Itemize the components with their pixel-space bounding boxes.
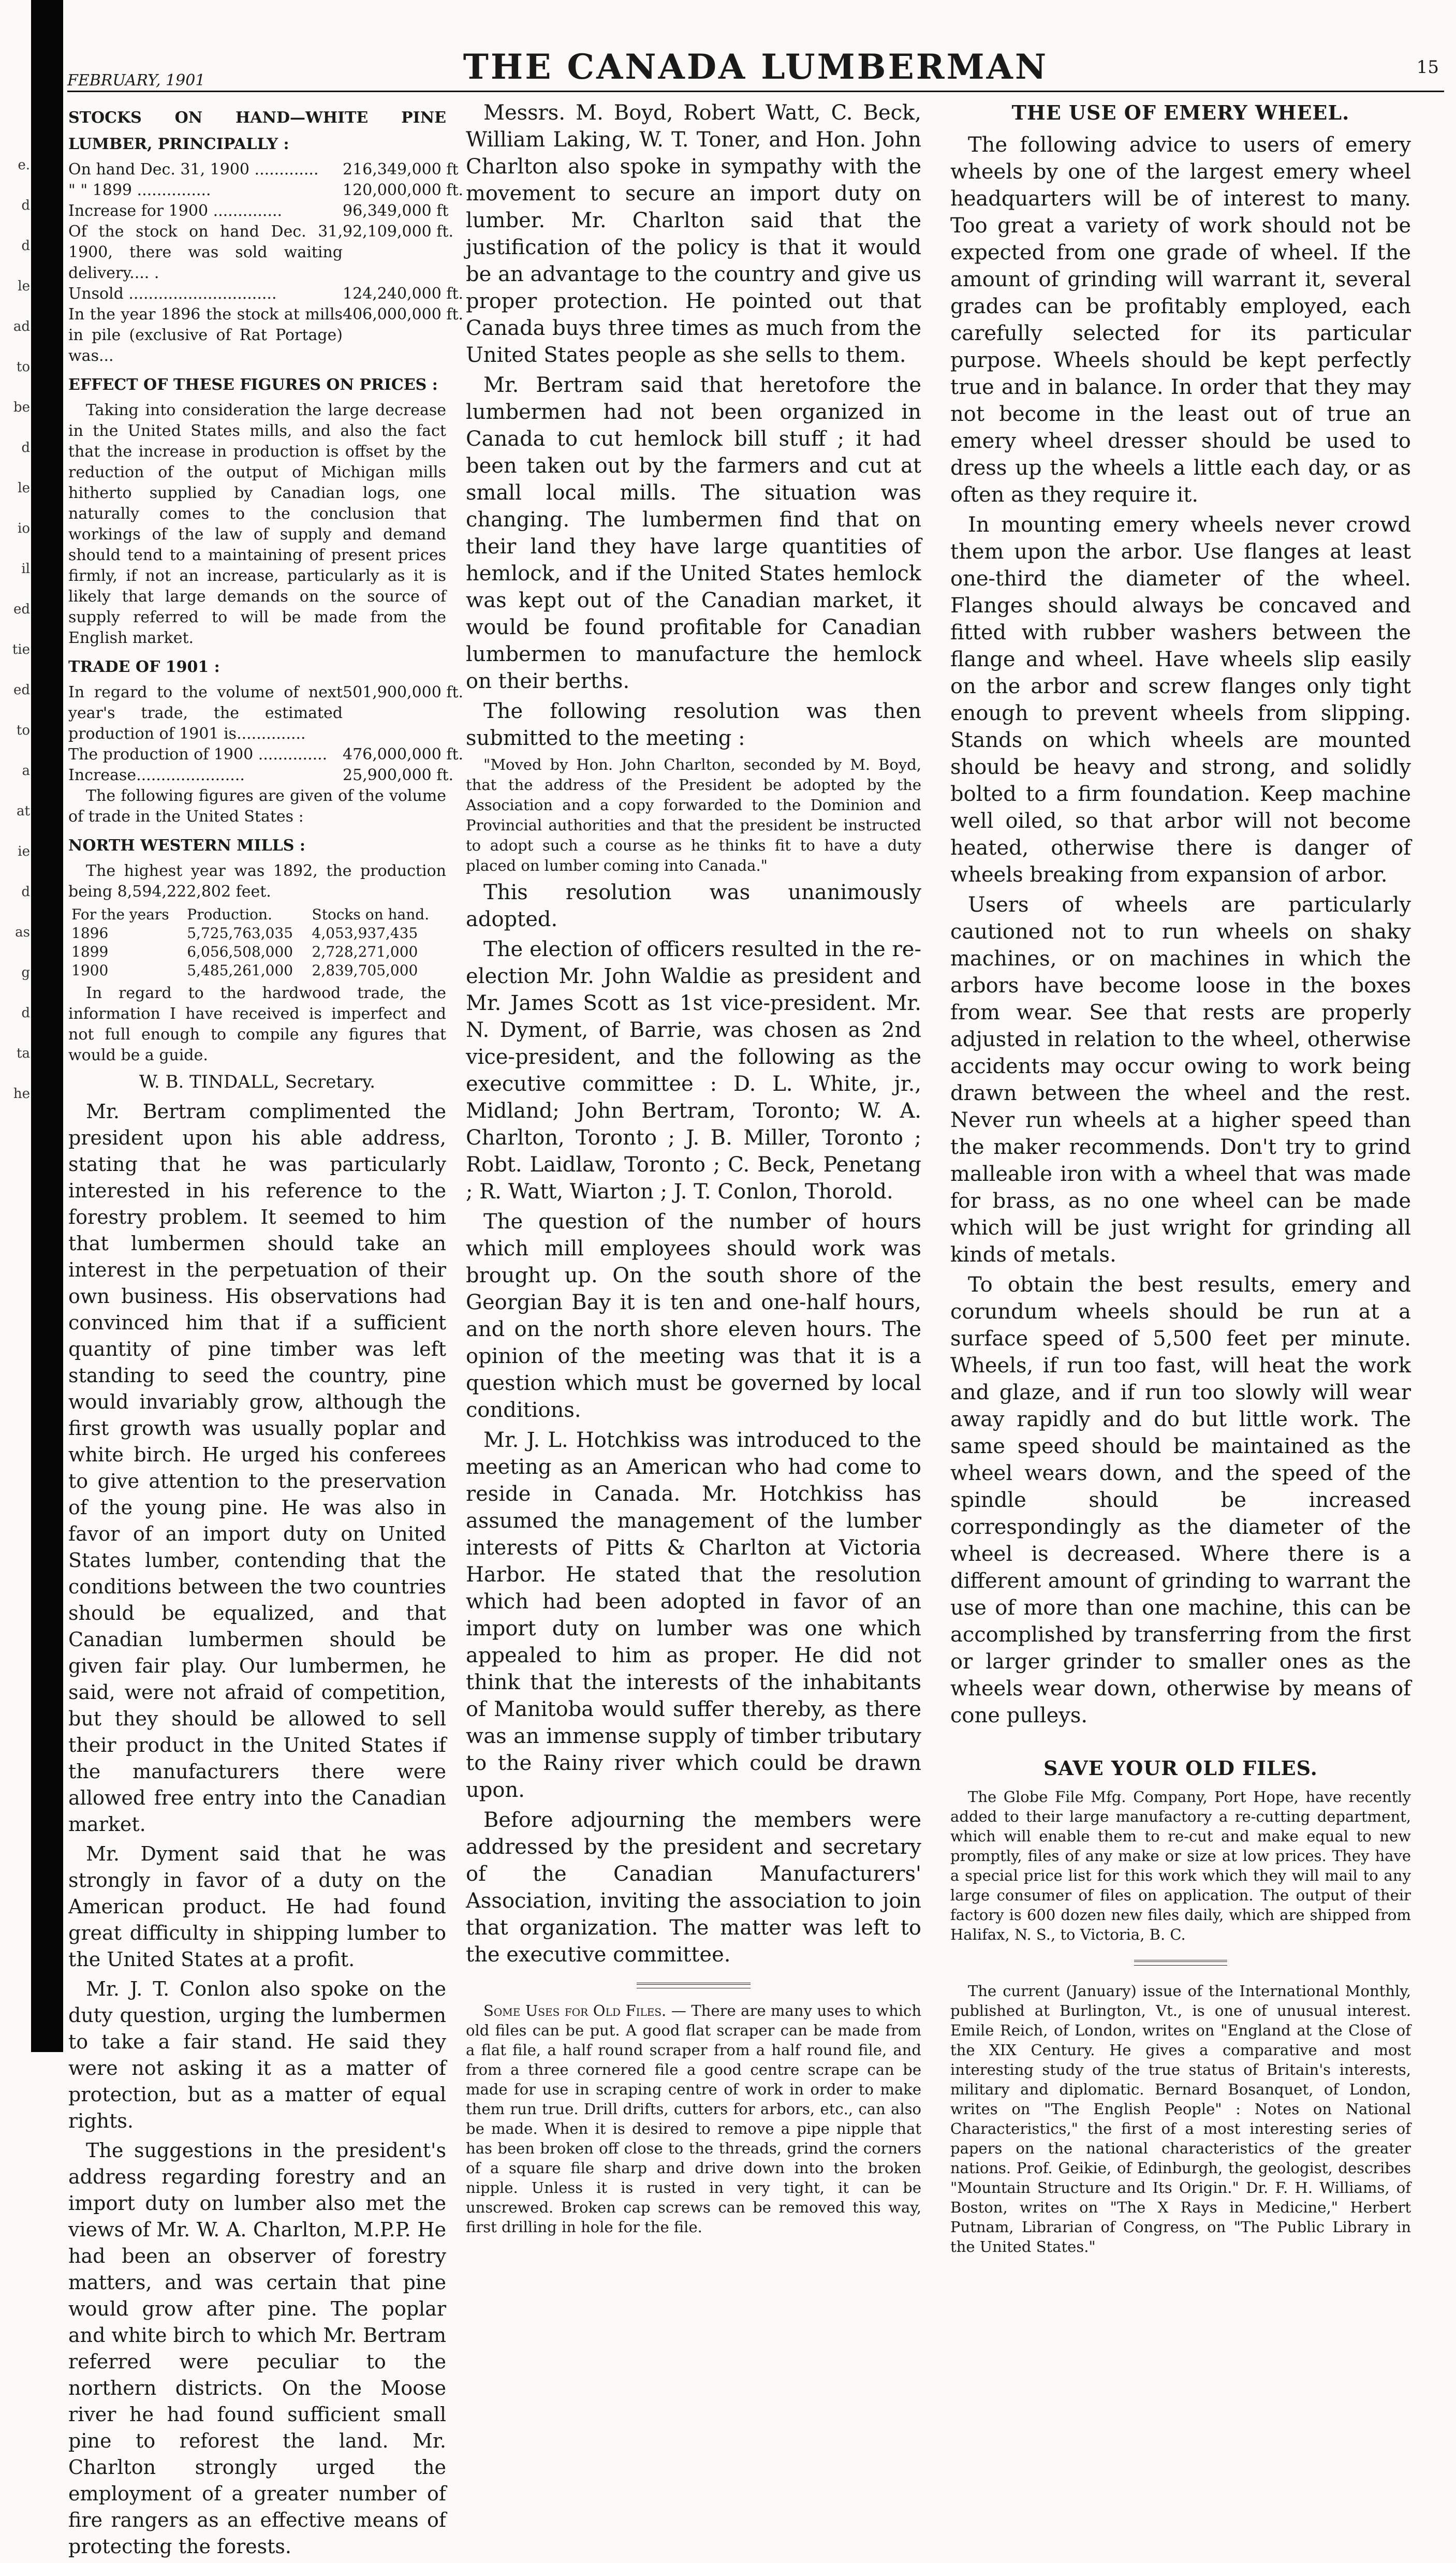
table-row: [68, 961, 446, 980]
gutter-fragment: ie: [18, 844, 30, 859]
stocks-stats: [68, 159, 464, 367]
paragraph: The election of officers resulted in the re-election Mr. John Waldie as president and Mr. James Scott as 1st vice-president. Mr. N. Dyment, of Barrie, was chosen as 2nd vice-president, and the following as the executive committee : D. L. White, jr., Midland; John Bertram, Toronto; W. A. Charlton, Toronto ; J. B. Miller, Toronto ; Robt. Laidlaw, Toronto ; C. Beck, Penetang ; R. Watt, Wiarton ; J. T. Conlon, Thorold.: [466, 938, 921, 1204]
stat-label: Unsold ..............................: [68, 285, 277, 303]
stat-label: On hand Dec. 31, 1900 .............: [68, 160, 319, 179]
stat-label: In the year 1896 the stock at mills in pile (exclusive of Rat Portage) was...: [68, 305, 343, 365]
gutter-fragment: to: [16, 359, 30, 375]
stat-value: 25,900,000 ft.: [343, 766, 453, 784]
table-cell: 4,053,937,435: [312, 925, 418, 942]
column-3: [950, 99, 1411, 2260]
globe-file-brief: The Globe File Mfg. Company, Port Hope, have recently added to their large manufactory a re-cutting department, which will enable them to re-cut and make equal to new promptly, files of any make or size at low prices. They have a special price list for this work which they will mail to any large consumer of files on application. The output of their factory is 600 dozen new files daily, which are shipped from Halifax, N. S., to Victoria, B. C.: [950, 1788, 1411, 1943]
table-cell: 1896: [71, 925, 109, 942]
section-title-trade: TRADE OF 1901 :: [68, 658, 220, 676]
meeting-paragraphs: [466, 99, 921, 752]
table-cell: 1900: [71, 962, 109, 979]
gutter-fragment: d: [21, 198, 30, 213]
table-header: Production.: [187, 906, 272, 923]
old-files-brief-title: Some Uses for Old Files.: [483, 2002, 667, 2019]
stat-row: [68, 222, 453, 284]
gutter-fragment: as: [15, 925, 30, 940]
table-row: [68, 924, 446, 943]
column-1: [68, 99, 464, 2563]
paragraph: Mr. Bertram complimented the president upon his able address, stating that he was particularly interested in his reference to the forestry problem. It seemed to him that lumbermen should take an interest in the perpetuation of their own business. His observations had convinced him that if a sufficient quantity of pine timber was left standing to seed the country, pine would invariably grow, although the first growth was usually poplar and white birch. He urged his conferees to give attention to the preservation of the young pine. He was also in favor of an import duty on United States lumber, contending that the conditions between the two countries should be equalized, and that Canadian lumbermen should be given fair play. Our lumbermen, he said, were not afraid of competition, but they should be allowed to sell their product in the United States if the manufacturers there were allowed free entry into the Canadian market.: [68, 1100, 446, 1836]
paragraph: Mr. J. T. Conlon also spoke on the duty question, urging the lumbermen to take a fair stand. He said they were not asking it as a matter of protection, but as a matter of equal rights.: [68, 1978, 446, 2132]
paragraph: Mr. J. L. Hotchkiss was introduced to the meeting as an American who had come to reside in Canada. Mr. Hotchkiss has assumed the management of the lumber interests of Pitts & Charlton at Victoria Harbor. He stated that the resolution which had been adopted in favor of an import duty on lumber was one which appealed to him as proper. He did not think that the interests of the inhabitants of Manitoba would suffer thereby, as there was an immense supply of timber tributary to the Rainy river which could be drawn upon.: [466, 1428, 921, 1802]
stat-label: " " 1899 ...............: [68, 181, 211, 199]
gutter-fragment: he: [13, 1086, 30, 1102]
stat-value: 501,900,000 ft.: [343, 683, 464, 701]
table-cell: 5,725,763,035: [187, 925, 293, 942]
stat-value: 96,349,000 ft: [343, 202, 449, 220]
paragraph: The suggestions in the president's address regarding forestry and an import duty on lumber also met the views of Mr. W. A. Charlton, M.P.P. He had been an observer of forestry matters, and was certain that pine would grow after pine. The poplar and white birch to which Mr. Bertram referred were peculiar to the northern districts. On the Moose river he had found sufficient small pine to reforest the land. Mr. Charlton strongly urged the employment of a greater number of fire rangers as an effective means of protecting the forests.: [68, 2139, 446, 2558]
resolution-quote: "Moved by Hon. John Charlton, seconded by M. Boyd, that the address of the President be adopted by the Association and a copy forwarded to the Dominion and Provincial authorities and that the president be instructed to adopt such a course as he thinks fit to have a duty placed on lumber coming into Canada.": [466, 756, 921, 874]
table-cell: 5,485,261,000: [187, 962, 293, 979]
stat-row: [68, 682, 464, 744]
trade-stats: [68, 682, 464, 786]
stat-value: 476,000,000 ft.: [343, 745, 464, 764]
gutter-fragment: to: [16, 723, 30, 738]
gutter-fragment: ta: [17, 1046, 30, 1061]
section-divider: [637, 1983, 751, 1988]
old-files-brief: [466, 2001, 921, 2237]
gutter-fragment: d: [21, 440, 30, 456]
table-row: [68, 943, 446, 961]
meeting-paragraphs-continued: [466, 879, 921, 1968]
gutter-fragment: le: [18, 279, 30, 294]
masthead-title: THE CANADA LUMBERMAN: [463, 47, 1049, 87]
stat-label: Increase for 1900 ..............: [68, 202, 283, 220]
gutter-fragment: be: [13, 400, 30, 415]
table-header: For the years: [71, 906, 169, 923]
stat-value: 124,240,000 ft.: [343, 285, 464, 303]
page-number: 15: [1416, 57, 1439, 78]
issue-date: FEBRUARY, 1901: [67, 71, 205, 90]
gutter-fragment: a: [22, 763, 30, 779]
stat-row: [68, 159, 459, 180]
stat-value: 406,000,000 ft.: [343, 305, 464, 324]
paragraph: The following resolution was then submitted to the meeting :: [466, 699, 921, 750]
section-title-mills: NORTH WESTERN MILLS :: [68, 837, 305, 855]
header-rule: [67, 91, 1444, 92]
paragraph: The following advice to users of emery wheels by one of the largest emery wheel headquarters will be of interest to many. Too great a variety of work should not be expected from one grade of wheel. If the amount of grinding will warrant it, several grades can be profitably employed, each carefully selected for its particular purpose. Wheels should be kept perfectly true and in balance. In order that they may not become in the least out of true an emery wheel dresser should be used to dress up the wheels a little each day, or as often as they require it.: [950, 133, 1411, 507]
production-table: [68, 905, 446, 980]
paragraph: The question of the number of hours which mill employees should work was brought up. On the south shore of the Georgian Bay it is ten and one-half hours, and on the north shore eleven hours. The opinion of the meeting was that it is a question which must be governed by local conditions.: [466, 1210, 921, 1422]
paragraph: Mr. Bertram said that heretofore the lumbermen had not been organized in Canada to cut hemlock bill stuff ; it had been taken out by the farmers and cut at small local mills. The situation was changing. The lumbermen find that on their land they have large quantities of hemlock, and if the United States hemlock was kept out of the Canadian market, it would be found profitable for Canadian lumbermen to manufacture the hemlock on their berths.: [466, 373, 921, 693]
stat-value: 92,109,000 ft.: [343, 223, 453, 241]
column-2: [466, 99, 921, 2240]
paragraph: Users of wheels are particularly cautioned not to run wheels on shaky machines, or on machines in which the arbors have become loose in the boxes from wear. See that rests are properly adjusted in relation to the wheel, otherwise accidents may occur owing to work being drawn between the wheel and the rest. Never run wheels at a higher speed than the maker recommends. Don't try to grind malleable iron with a wheel that was made for brass, as no one wheel can be made which will be just wright for grinding all kinds of metals.: [950, 893, 1411, 1267]
emery-wheel-paragraphs: [950, 131, 1411, 1729]
gutter-fragment: g: [21, 965, 30, 980]
stat-row: [68, 201, 449, 222]
paragraph: This resolution was unanimously adopted.: [466, 881, 921, 931]
stat-row: [68, 304, 464, 367]
table-cell: 1899: [71, 943, 109, 960]
gutter-fragment: tie: [12, 642, 30, 657]
paragraph: Mr. Dyment said that he was strongly in favor of a duty on the American product. He had found great difficulty in shipping lumber to the United States at a profit.: [68, 1842, 446, 1971]
stat-label: Of the stock on hand Dec. 31, 1900, there was sold waiting delivery.... .: [68, 223, 343, 282]
gutter-fragment: d: [21, 238, 30, 254]
effect-text: Taking into consideration the large decrease in the United States mills, and also the fact that the increase in production is offset by the reduction of the output of Michigan mills hitherto supplied by Canadian logs, one naturally comes to the conclusion that workings of the law of supply and demand should tend to a maintaining of present prices firmly, if not an increase, particularly as it is likely that large demands on the source of supply referred to will be made from the English market.: [68, 401, 446, 647]
mills-text: The highest year was 1892, the production being 8,594,222,802 feet.: [68, 862, 446, 901]
save-files-heading: SAVE YOUR OLD FILES.: [1043, 1756, 1318, 1780]
trade-text: The following figures are given of the volume of trade in the United States :: [68, 787, 446, 826]
stat-label: Increase......................: [68, 766, 245, 784]
gutter-fragment: d: [21, 1005, 30, 1021]
table-cell: 6,056,508,000: [187, 943, 293, 960]
gutter-fragment: at: [17, 803, 30, 819]
stat-label: The production of 1900 ..............: [68, 745, 328, 764]
stat-value: 216,349,000 ft: [343, 160, 459, 179]
table-cell: 2,728,271,000: [312, 943, 418, 960]
secretary-signature: W. B. TINDALL, Secretary.: [139, 1072, 376, 1092]
international-monthly-brief: The current (January) issue of the International Monthly, published at Burlington, Vt., is one of unusual interest. Emile Reich, of London, writes on "England at the Close of the XIX Century. He gives a comparative and most interesting study of the true status of Britain's interests, military and diplomatic. Bernard Bosanquet, of London, writes on "The English People" : Notes on National Characteristics," the first of a most interesting series of papers on the national characteristics of the greater nations. Prof. Geikie, of Edinburgh, the geologist, describes "Mountain Structure and Its Origin." Dr. F. H. Williams, of Boston, writes on "The X Rays in Medicine," Herbert Putnam, Librarian of Congress, on "The Public Library in the United States.": [950, 1982, 1411, 2256]
gutter-text-fragments: [0, 145, 30, 1114]
hardwood-text: In regard to the hardwood trade, the information I have received is imperfect and not full enough to compile any figures that would be a guide.: [68, 984, 446, 1064]
section-title-effect: EFFECT OF THESE FIGURES ON PRICES :: [68, 376, 438, 394]
stat-row: [68, 744, 464, 765]
stat-row: [68, 180, 464, 201]
table-header: Stocks on hand.: [312, 906, 430, 923]
discussion-paragraphs: [68, 1099, 446, 2560]
stat-row: [68, 765, 453, 786]
gutter-fragment: io: [18, 521, 30, 536]
stat-row: [68, 284, 464, 304]
gutter-fragment: ed: [13, 682, 30, 698]
emery-wheel-heading: THE USE OF EMERY WHEEL.: [1011, 101, 1350, 124]
old-files-brief-text: — There are many uses to which old files can be put. A good flat scraper can be made from a flat file, a half round scraper from a half round file, and from a three cornered file a good centre scrape can be made for use in scraping centre of work in order to make them run true. Drill drifts, cutters for arbors, etc., can also be made. When it is desired to remove a pipe nipple that has been broken off close to the threads, grind the corners of a square file sharp and drive down into the broken nipple. Unless it is rusted in very tight, it can be unscrewed. Broken cap screws can be removed this way, first drilling in hole for the file.: [466, 2002, 921, 2236]
stat-label: In regard to the volume of next year's trade, the estimated production of 1901 is..............: [68, 683, 343, 743]
gutter-fragment: e.: [18, 157, 30, 173]
paragraph: To obtain the best results, emery and corundum wheels should be run at a surface speed of 5,500 feet per minute. Wheels, if run too fast, will heat the work and glaze, and if run too slowly will wear away rapidly and do but little work. The same speed should be maintained as the wheel wears down, and the speed of the spindle should be increased correspondingly as the diameter of the wheel is decreased. Where there is a different amount of grinding to warrant the use of more than one machine, this can be accomplished by transferring from the first or larger grinder to smaller ones as the wheels wear down, otherwise by means of cone pulleys.: [950, 1273, 1411, 1727]
gutter-fragment: il: [21, 561, 30, 577]
gutter-fragment: ed: [13, 602, 30, 617]
paragraph: Before adjourning the members were addressed by the president and secretary of the Canadian Manufacturers' Association, inviting the association to join that organization. The matter was left to the executive committee.: [466, 1808, 921, 1967]
paragraph: Messrs. M. Boyd, Robert Watt, C. Beck, William Laking, W. T. Toner, and Hon. John Charlton also spoke in sympathy with the movement to secure an import duty on lumber. Mr. Charlton said that the justification of the policy is that it would be an advantage to the country and give us proper protection. He pointed out that Canada buys three times as much from the United States people as she sells to them.: [466, 101, 921, 367]
section-title-stocks: STOCKS ON HAND—WHITE PINE LUMBER, PRINCIPALLY :: [68, 109, 446, 153]
table-cell: 2,839,705,000: [312, 962, 418, 979]
stat-value: 120,000,000 ft.: [343, 181, 464, 199]
gutter-fragment: ad: [13, 319, 30, 334]
gutter-fragment: le: [18, 480, 30, 496]
paragraph: In mounting emery wheels never crowd them upon the arbor. Use flanges at least one-third the diameter of the wheel. Flanges should always be concaved and fitted with rubber washers between the flange and wheel. Have wheels slip easily on the arbor and screw flanges only tight enough to prevent wheels from slipping. Stands on which wheels are mounted should be heavy and strong, and solidly bolted to a firm foundation. Keep machine well oiled, so that arbor will not become heated, otherwise there is danger of wheels breaking from expansion of arbor.: [950, 513, 1411, 887]
section-divider: [1134, 1960, 1227, 1966]
binding-spine: [31, 0, 63, 2052]
page-header: [67, 41, 1444, 93]
gutter-fragment: d: [21, 884, 30, 900]
